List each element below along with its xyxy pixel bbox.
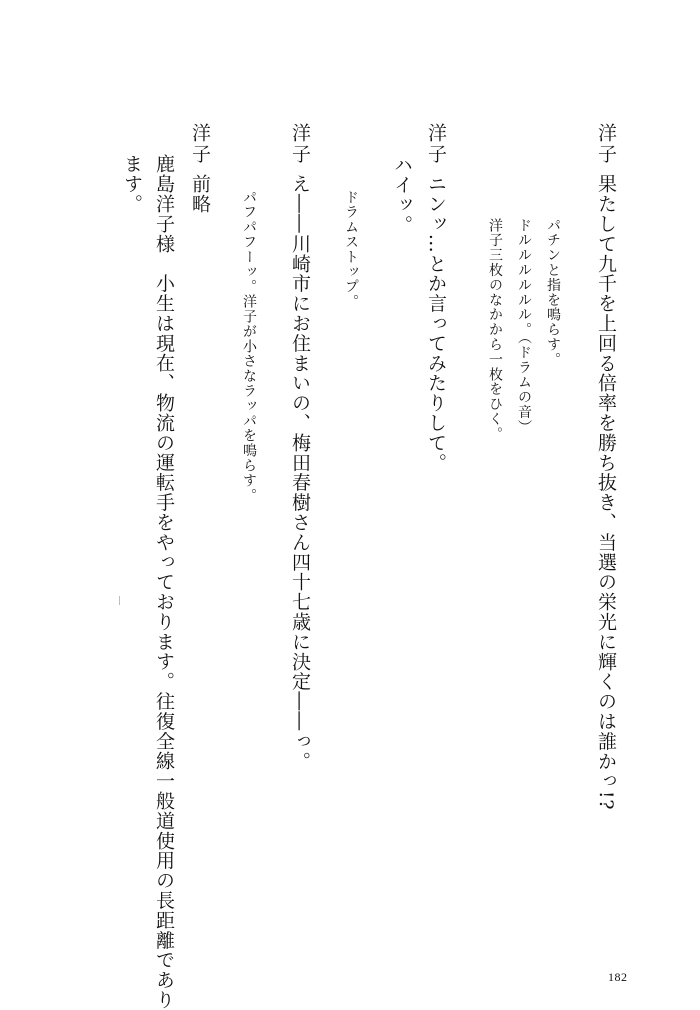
stage-direction: ドルルルルルル。（ドラムの音） [516,218,532,435]
dialogue-line: え――川崎市にお住まいの、梅田春樹さん四十七歳に決定――っ。 [289,174,311,771]
speaker-name: 洋子 [189,123,211,165]
dialogue-line: 前略 [189,174,211,214]
speaker-name: 洋子 [289,123,311,165]
letter-line: 鹿島洋子様 小生は現在、物流の運転手をやっております。往復全線一般道使用の長距離であり [153,154,175,1010]
dialogue-line: ハイッ。 [391,155,413,235]
stage-direction: 洋子三枚のなかから一枚をひく。 [487,218,503,442]
stage-direction: パチンと指を鳴らす。 [545,218,561,367]
dialogue-line: 果たして九千を上回る倍率を勝ち抜き、当選の栄光に輝くのは誰かっ!? [595,174,617,811]
stage-direction: ドラムストップ。 [343,190,359,310]
dialogue-line: ニンッ…とか言ってみたりして。 [425,174,447,473]
speaker-name: 洋子 [425,123,447,165]
speaker-name: 洋子 [595,123,617,165]
letter-line: ます。 [121,154,143,214]
stage-direction: パフパフーッ。洋子が小さなラッパを鳴らす。 [241,190,257,503]
page-number: 182 [608,970,628,984]
scan-speck [119,596,120,605]
